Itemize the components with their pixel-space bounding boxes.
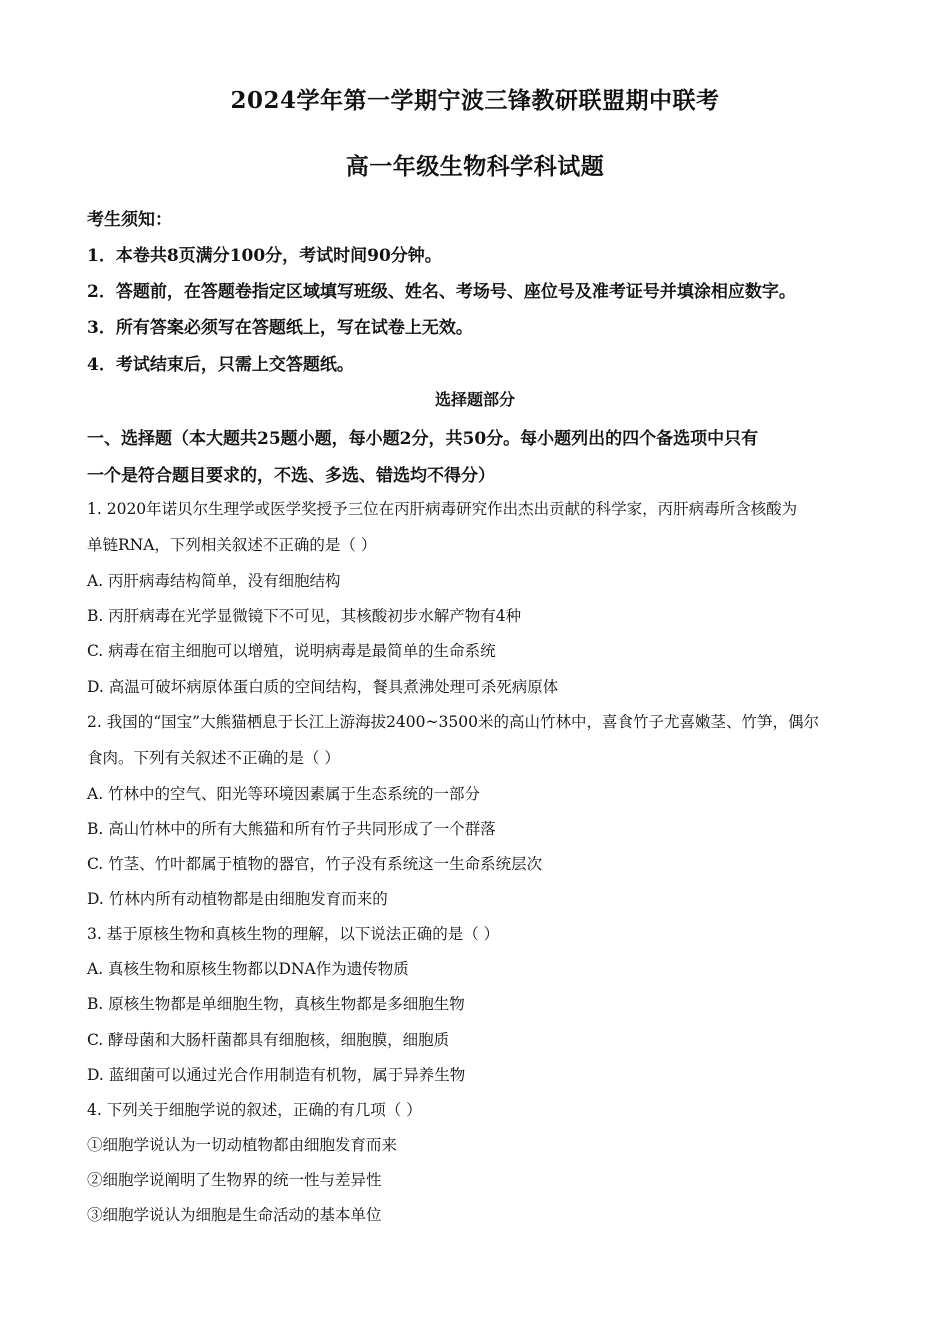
statement-item: ③细胞学说认为细胞是生命活动的基本单位 xyxy=(87,1206,382,1224)
option-b: B. 丙肝病毒在光学显微镜下不可见，其核酸初步水解产物有4种 xyxy=(87,607,522,625)
option-a: A. 丙肝病毒结构简单，没有细胞结构 xyxy=(87,572,341,590)
option-d: D. 蓝细菌可以通过光合作用制造有机物，属于异养生物 xyxy=(87,1066,466,1084)
question-stem: 1. 2020年诺贝尔生理学或医学奖授予三位在丙肝病毒研究作出杰出贡献的科学家，丙肝病毒所含核酸为 xyxy=(87,500,798,518)
question-stem: 2. 我国的“国宝”大熊猫栖息于长江上游海拔2400~3500米的高山竹林中，喜食竹子尤喜嫩茎、竹笋，偶尔 xyxy=(87,713,819,731)
question-stem: 3. 基于原核生物和真核生物的理解，以下说法正确的是（ ） xyxy=(87,925,500,943)
notice-item: 4．考试结束后，只需上交答题纸。 xyxy=(87,355,354,375)
option-c: C. 竹茎、竹叶都属于植物的器官，竹子没有系统这一生命系统层次 xyxy=(87,855,543,873)
notice-item: 3．所有答案必须写在答题纸上，写在试卷上无效。 xyxy=(87,318,473,338)
question-stem: 食肉。下列有关叙述不正确的是（ ） xyxy=(87,749,340,767)
statement-item: ②细胞学说阐明了生物界的统一性与差异性 xyxy=(87,1171,382,1189)
question-stem: 4. 下列关于细胞学说的叙述，正确的有几项（ ） xyxy=(87,1101,422,1119)
option-b: B. 原核生物都是单细胞生物，真核生物都是多细胞生物 xyxy=(87,995,465,1013)
section-instruction: 一、选择题（本大题共25题小题，每小题2分，共50分。每小题列出的四个备选项中只有 xyxy=(87,429,759,449)
section-instruction: 一个是符合题目要求的，不选、多选、错选均不得分） xyxy=(87,466,495,486)
option-d: D. 竹林内所有动植物都是由细胞发育而来的 xyxy=(87,890,388,908)
notice-item: 1．本卷共8页满分100分，考试时间90分钟。 xyxy=(87,246,442,266)
statement-item: ①细胞学说认为一切动植物都由细胞发育而来 xyxy=(87,1136,398,1154)
option-a: A. 真核生物和原核生物都以DNA作为遗传物质 xyxy=(87,960,409,978)
option-c: C. 酵母菌和大肠杆菌都具有细胞核，细胞膜，细胞质 xyxy=(87,1031,450,1049)
page-title: 2024学年第一学期宁波三锋教研联盟期中联考 xyxy=(230,87,720,114)
section-title: 选择题部分 xyxy=(434,390,515,409)
notice-item: 2．答题前，在答题卷指定区域填写班级、姓名、考场号、座位号及准考证号并填涂相应数字。 xyxy=(87,282,796,302)
page-subtitle: 高一年级生物科学科试题 xyxy=(345,153,605,180)
option-d: D. 高温可破坏病原体蛋白质的空间结构，餐具煮沸处理可杀死病原体 xyxy=(87,678,559,696)
option-b: B. 高山竹林中的所有大熊猫和所有竹子共同形成了一个群落 xyxy=(87,820,496,838)
option-c: C. 病毒在宿主细胞可以增殖，说明病毒是最简单的生命系统 xyxy=(87,642,496,660)
notice-heading: 考生须知： xyxy=(87,210,172,230)
question-stem: 单链RNA，下列相关叙述不正确的是（ ） xyxy=(87,536,377,554)
option-a: A. 竹林中的空气、阳光等环境因素属于生态系统的一部分 xyxy=(87,785,481,803)
